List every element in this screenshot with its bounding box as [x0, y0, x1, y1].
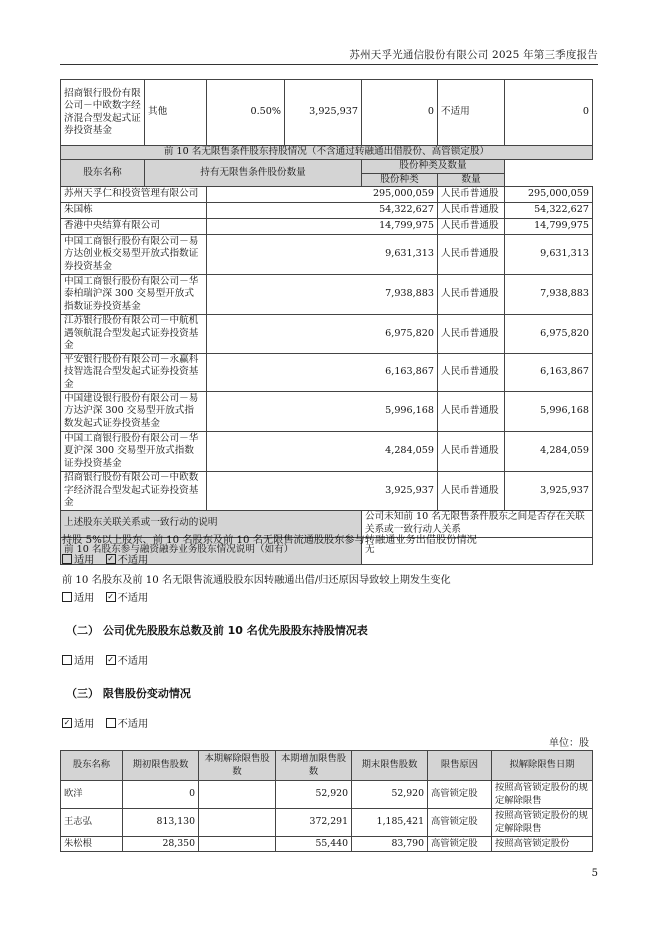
checkbox-checked-icon — [62, 718, 72, 728]
share-count: 3,925,937 — [505, 472, 593, 511]
table-row — [61, 392, 593, 432]
option-not-applicable: 不适用 — [117, 593, 149, 604]
option-applicable: 适用 — [74, 656, 95, 667]
col-header-name: 股东名称 — [61, 160, 145, 187]
start-restricted: 813,130 — [123, 809, 199, 837]
share-type: 人民币普通股 — [438, 275, 505, 315]
end-restricted: 83,790 — [352, 837, 428, 852]
share-count: 295,000,059 — [505, 187, 593, 203]
shareholder-name: 中国工商银行股份有限公司－易方达创业板交易型开放式指数证券投资基金 — [61, 235, 207, 275]
share-type: 人民币普通股 — [438, 432, 505, 472]
start-restricted: 28,350 — [123, 837, 199, 852]
lending-options — [62, 551, 148, 566]
start-restricted: 0 — [123, 781, 199, 809]
released-restricted — [199, 781, 276, 809]
added-restricted: 372,291 — [276, 809, 352, 837]
released-restricted — [199, 809, 276, 837]
option-not-applicable: 不适用 — [117, 719, 149, 730]
holder-name: 王志弘 — [61, 809, 123, 837]
col-header: 本期解除限售股数 — [199, 751, 276, 781]
shareholder-name: 招商银行股份有限公司－中欧数字经济混合型发起式证券投资基金 — [61, 80, 145, 146]
col-header: 拟解除限售日期 — [492, 751, 593, 781]
top10-title: 前 10 名无限售条件股东持股情况（不含通过转融通出借股份、高管锁定股） — [61, 146, 593, 160]
share-count: 9,631,313 — [505, 235, 593, 275]
unrestricted-qty: 6,975,820 — [207, 315, 438, 354]
related-party-value: 公司未知前 10 名无限售条件股东之间是否存在关联关系或一致行动人关系 — [362, 510, 593, 537]
restricted-shares: 0 — [362, 80, 438, 146]
share-type: 人民币普通股 — [438, 392, 505, 432]
lending-change-options — [62, 589, 148, 604]
unrestricted-qty: 4,284,059 — [207, 432, 438, 472]
table-row — [61, 203, 593, 219]
unrestricted-qty: 54,322,627 — [207, 203, 438, 219]
share-count: 54,322,627 — [505, 203, 593, 219]
release-date: 按照高管锁定股份的规定解除限售 — [492, 809, 593, 837]
col-header: 期初限售股数 — [123, 751, 199, 781]
pledge-quantity: 0 — [505, 80, 593, 146]
unrestricted-qty: 7,938,883 — [207, 275, 438, 315]
top-shareholders-table — [60, 79, 593, 565]
col-header: 股东名称 — [61, 751, 123, 781]
restriction-reason: 高管锁定股 — [428, 781, 492, 809]
share-count: 4,284,059 — [505, 432, 593, 472]
shareholding-ratio: 0.50% — [207, 80, 285, 146]
related-party-label: 上述股东关联关系或一致行动的说明 — [61, 510, 362, 537]
share-type: 人民币普通股 — [438, 219, 505, 235]
restriction-reason: 高管锁定股 — [428, 837, 492, 852]
shareholder-name: 中国建设银行股份有限公司－易方达沪深 300 交易型开放式指数发起式证券投资基金 — [61, 392, 207, 432]
checkbox-empty-icon — [62, 554, 72, 564]
restriction-reason: 高管锁定股 — [428, 809, 492, 837]
released-restricted — [199, 837, 276, 852]
report-header-title: 苏州天孚光通信股份有限公司 2025 年第三季度报告 — [349, 49, 598, 61]
share-type: 人民币普通股 — [438, 203, 505, 219]
option-not-applicable: 不适用 — [117, 656, 149, 667]
col-header: 本期增加限售股数 — [276, 751, 352, 781]
checkbox-empty-icon — [106, 718, 116, 728]
header-divider — [60, 64, 598, 65]
share-count: 5,996,168 — [505, 392, 593, 432]
table-row — [61, 781, 593, 809]
col-header-count: 数量 — [438, 173, 505, 187]
page-number: 5 — [591, 868, 598, 879]
shareholder-name: 招商银行股份有限公司－中欧数字经济混合型发起式证券投资基金 — [61, 472, 207, 511]
checkbox-checked-icon — [106, 554, 116, 564]
table-row — [61, 315, 593, 354]
share-type: 人民币普通股 — [438, 235, 505, 275]
share-type: 人民币普通股 — [438, 472, 505, 511]
checkbox-checked-icon — [106, 655, 116, 665]
added-restricted: 52,920 — [276, 781, 352, 809]
col-header-type: 股份种类 — [362, 173, 438, 187]
table-row — [61, 809, 593, 837]
option-applicable: 适用 — [74, 555, 95, 566]
preferred-options — [62, 652, 148, 667]
share-type: 人民币普通股 — [438, 315, 505, 354]
table-row — [61, 432, 593, 472]
checkbox-checked-icon — [106, 592, 116, 602]
pledge-status: 不适用 — [438, 80, 505, 146]
option-applicable: 适用 — [74, 593, 95, 604]
unrestricted-qty: 6,163,867 — [207, 353, 438, 392]
unrestricted-qty: 295,000,059 — [207, 187, 438, 203]
col-header: 限售原因 — [428, 751, 492, 781]
option-not-applicable: 不适用 — [117, 555, 149, 566]
share-count: 14,799,975 — [505, 219, 593, 235]
checkbox-empty-icon — [62, 592, 72, 602]
shareholder-name: 朱国栋 — [61, 203, 207, 219]
section-preferred-shares-title: （二） 公司优先股股东总数及前 10 名优先股股东持股情况表 — [66, 624, 368, 637]
unrestricted-qty: 3,925,937 — [207, 472, 438, 511]
table-row — [61, 187, 593, 203]
col-header-qty: 持有无限售条件股份数量 — [145, 160, 362, 187]
shares-held: 3,925,937 — [285, 80, 362, 146]
holder-name: 欧洋 — [61, 781, 123, 809]
end-restricted: 1,185,421 — [352, 809, 428, 837]
release-date: 按照高管锁定股份的规定解除限售 — [492, 781, 593, 809]
table-row — [61, 472, 593, 511]
table-row — [61, 837, 593, 852]
added-restricted: 55,440 — [276, 837, 352, 852]
shareholder-name: 香港中央结算有限公司 — [61, 219, 207, 235]
share-count: 7,938,883 — [505, 275, 593, 315]
share-count: 6,163,867 — [505, 353, 593, 392]
shareholder-name: 中国工商银行股份有限公司－华泰柏瑞沪深 300 交易型开放式指数证券投资基金 — [61, 275, 207, 315]
col-header-type-group: 股份种类及数量 — [362, 160, 505, 174]
shareholder-nature: 其他 — [145, 80, 207, 146]
restricted-shares-table — [60, 750, 593, 852]
col-header: 期末限售股数 — [352, 751, 428, 781]
restricted-options — [62, 715, 148, 730]
option-applicable: 适用 — [74, 719, 95, 730]
share-type: 人民币普通股 — [438, 353, 505, 392]
shareholder-name: 江苏银行股份有限公司－中航机遇领航混合型发起式证券投资基金 — [61, 315, 207, 354]
shareholder-name: 平安银行股份有限公司－永赢科技智选混合型发起式证券投资基金 — [61, 353, 207, 392]
share-count: 6,975,820 — [505, 315, 593, 354]
table-row — [61, 219, 593, 235]
unit-label: 单位：股 — [549, 738, 589, 749]
unrestricted-qty: 9,631,313 — [207, 235, 438, 275]
margin-trading-value: 无 — [362, 537, 593, 564]
checkbox-empty-icon — [62, 655, 72, 665]
unrestricted-qty: 14,799,975 — [207, 219, 438, 235]
table-row — [61, 235, 593, 275]
table-row — [61, 80, 593, 146]
holder-name: 朱松根 — [61, 837, 123, 852]
table-row — [61, 353, 593, 392]
unrestricted-qty: 5,996,168 — [207, 392, 438, 432]
end-restricted: 52,920 — [352, 781, 428, 809]
margin-trading-label: 前 10 名股东参与融资融券业务股东情况说明（如有） — [61, 537, 362, 564]
shareholder-name: 中国工商银行股份有限公司－华夏沪深 300 交易型开放式指数证券投资基金 — [61, 432, 207, 472]
table-row — [61, 275, 593, 315]
shareholder-name: 苏州天孚仁和投资管理有限公司 — [61, 187, 207, 203]
lending-disclosure-text: 持股 5%以上股东、前 10 名股东及前 10 名无限售流通股股东参与转融通业务出借股份情况 — [62, 535, 477, 546]
lending-change-text: 前 10 名股东及前 10 名无限售流通股股东因转融通出借/归还原因导致较上期发生变化 — [62, 575, 451, 586]
release-date: 按照高管锁定股份 — [492, 837, 593, 852]
share-type: 人民币普通股 — [438, 187, 505, 203]
section-restricted-shares-title: （三） 限售股份变动情况 — [66, 687, 191, 700]
